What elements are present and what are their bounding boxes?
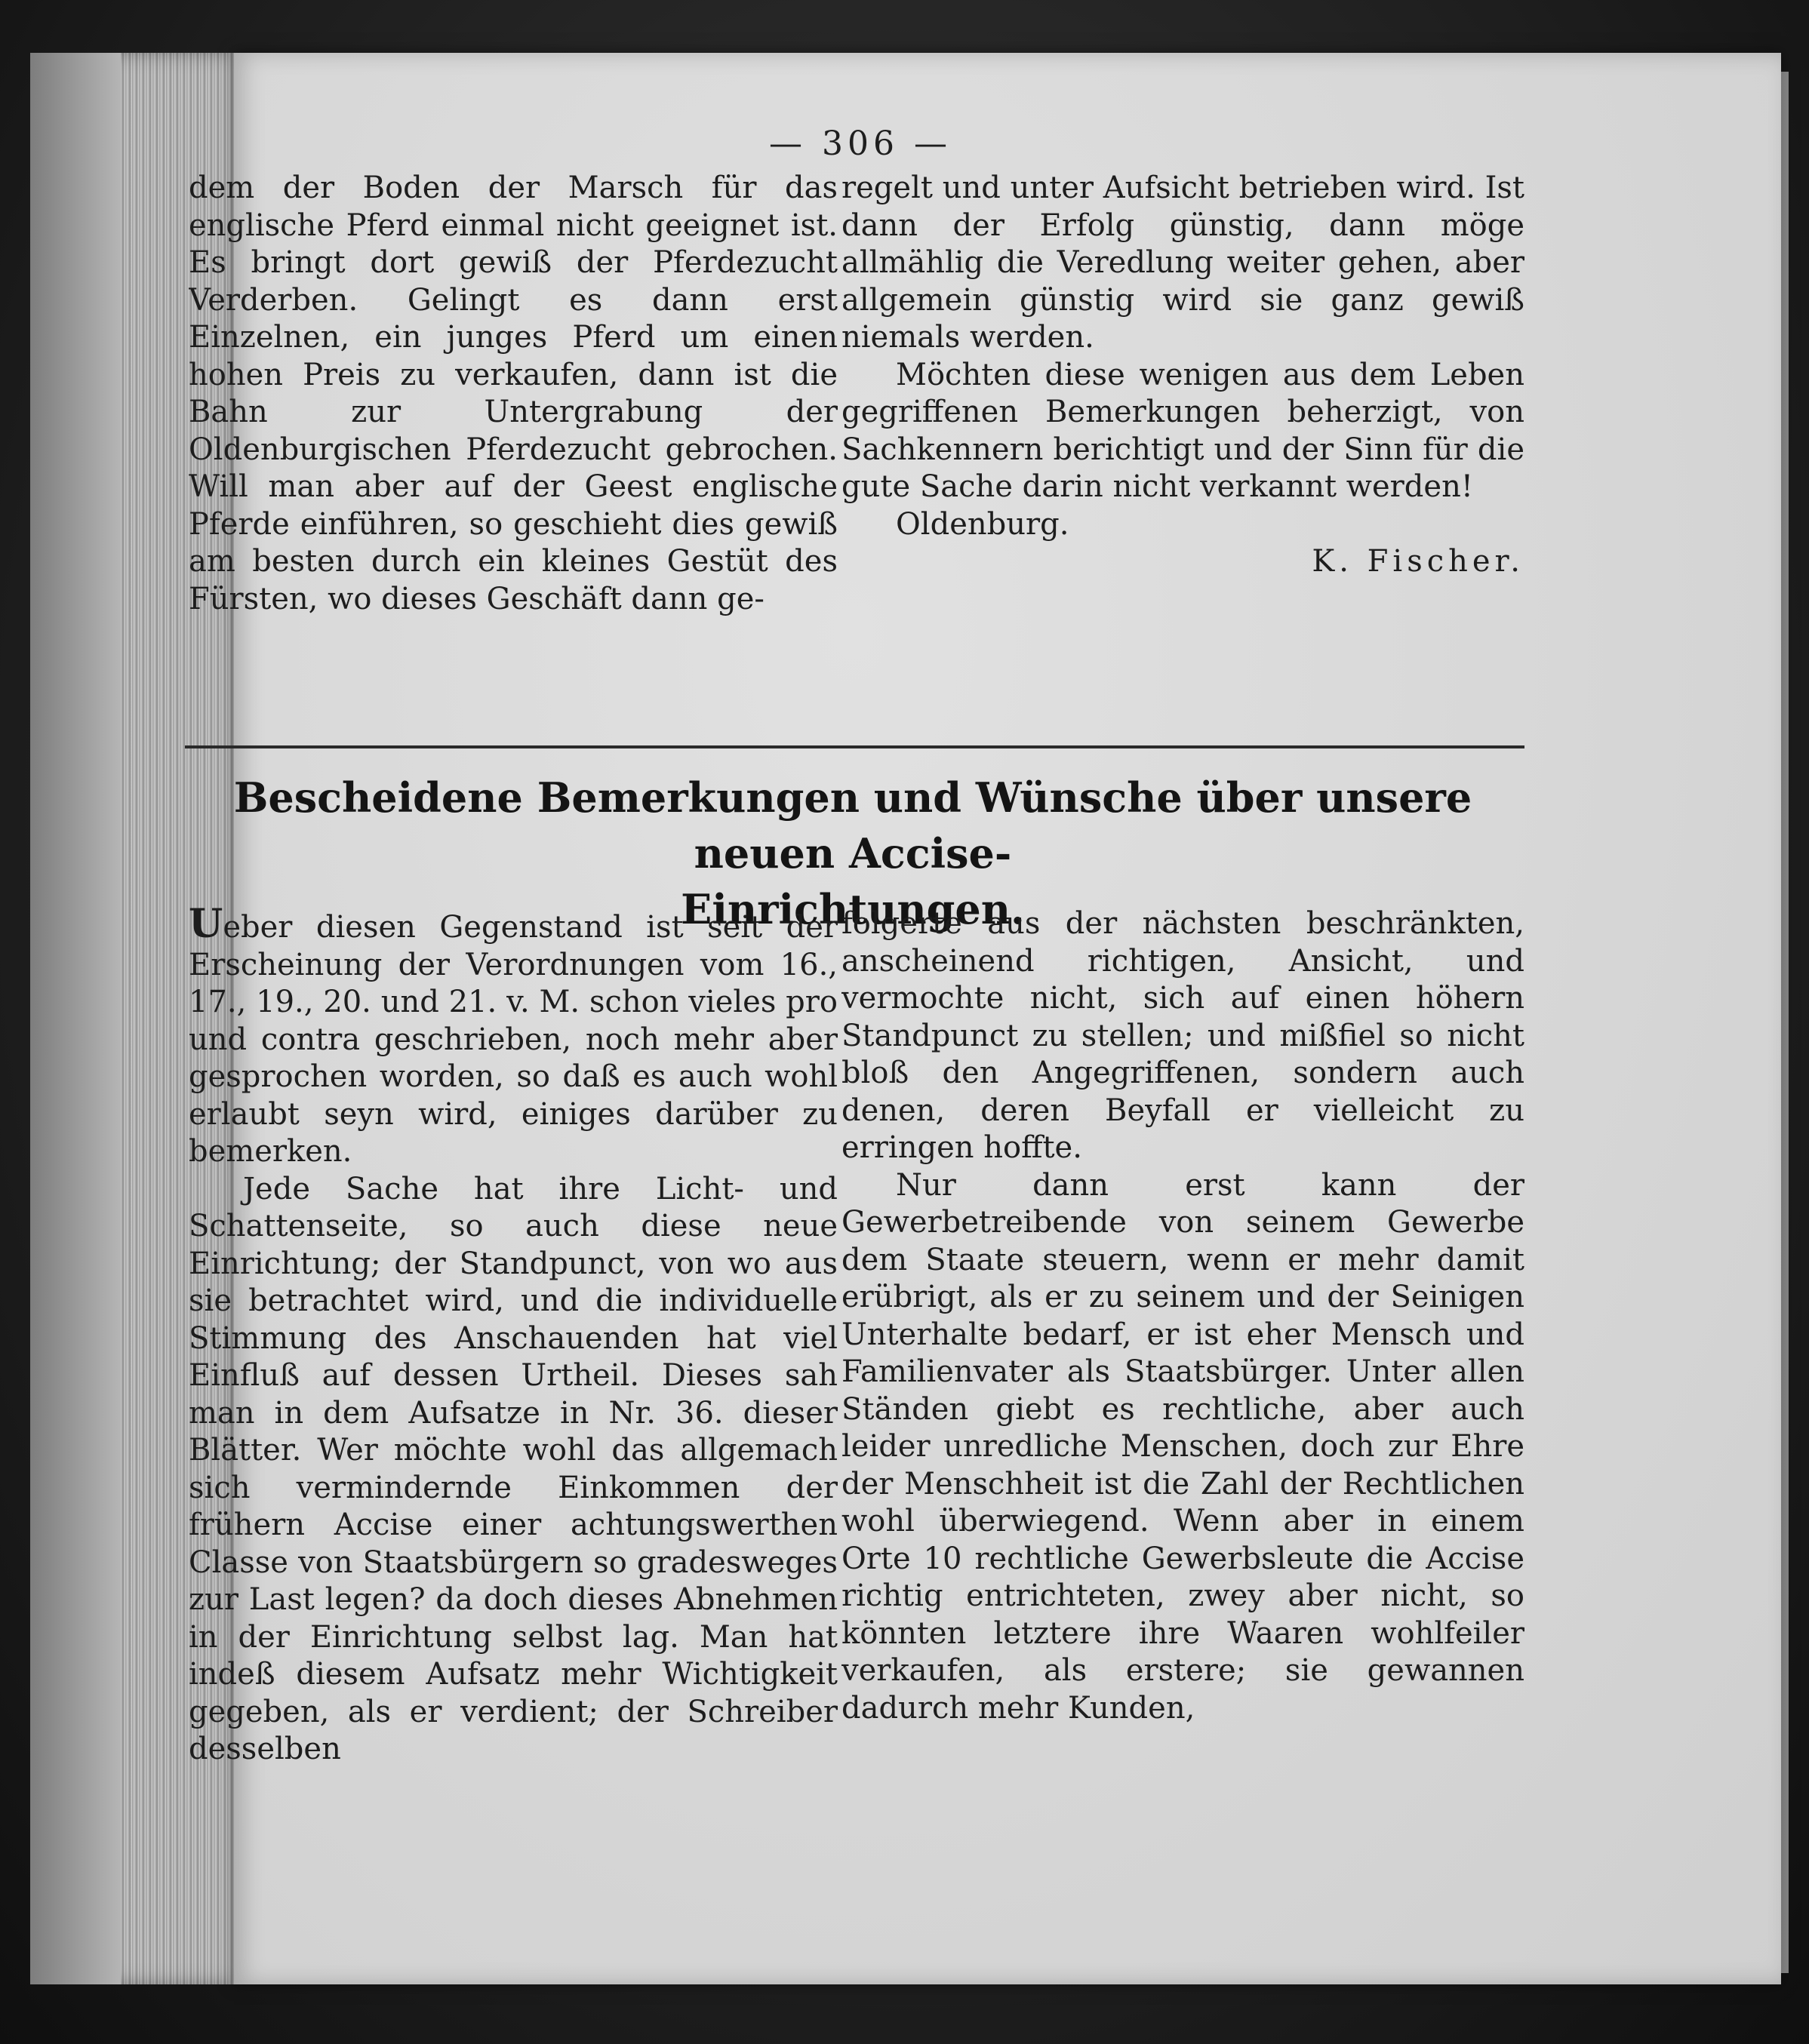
bottom-left-paragraph-2: Jede Sache hat ihre Licht- und Schattenseite, so auch diese neue Einrichtung; der Standpunct, von wo aus sie betrachtet wird, und die individuelle Stimmung des Anschauenden hat viel Einfluß auf dessen Urtheil. Dieses sah man in dem Aufsatze in Nr. 36. dieser Blätter. Wer möchte wohl das allgemach sich vermindernde Einkommen der frühern Accise einer achtungswerthen Classe von Staatsbürgern so gradesweges zur Last legen? da doch dieses Abnehmen in der Einrichtung selbst lag. Man hat indeß diesem Aufsatz mehr Wichtigkeit gegeben, als er verdient; der Schreiber desselben xyxy=(189,1171,838,1766)
signature-author: K. Fischer. xyxy=(1312,544,1524,579)
top-right-column xyxy=(841,170,1524,721)
section-divider xyxy=(185,745,1524,748)
top-right-paragraph-2: Möchten diese wenigen aus dem Leben gegriffenen Bemerkungen beherzigt, von Sachkennern berichtigt und der Sinn für die gute Sache darin nicht verkannt werden! xyxy=(841,357,1524,504)
bottom-left-column xyxy=(189,905,838,1773)
article-title-line-1: Bescheidene Bemerkungen und Wünsche über unsere neuen Accise- xyxy=(233,773,1472,878)
article-title-line-2: Einrichtungen. xyxy=(681,885,1025,933)
signature-place: Oldenburg. xyxy=(896,506,1069,542)
book-cover-edge xyxy=(30,53,121,1984)
drop-cap: U xyxy=(189,905,223,947)
bottom-right-paragraph-1: folgerte aus der nächsten beschränkten, anscheinend richtigen, Ansicht, und vermochte nicht, sich auf einen höhern Standpunct zu stellen; und mißfiel so nicht bloß den Angegriffenen, sondern auch denen, deren Beyfall er vielleicht zu erringen hoffte. xyxy=(841,906,1524,1165)
top-left-column xyxy=(189,170,838,721)
bottom-right-paragraph-2: Nur dann erst kann der Gewerbetreibende von seinem Gewerbe dem Staate steuern, wenn er mehr damit erübrigt, als er zu seinem und der Seinigen Unterhalte bedarf, er ist eher Mensch und Familienvater als Staatsbürger. Unter allen Ständen giebt es rechtliche, aber auch leider unredliche Menschen, doch zur Ehre der Menschheit ist die Zahl der Rechtlichen wohl überwiegend. Wenn aber in einem Orte 10 rechtliche Gewerbsleute die Accise richtig entrichteten, zwey aber nicht, so könnten letztere ihre Waaren wohlfeiler verkaufen, als erstere; sie gewannen dadurch mehr Kunden, xyxy=(841,1167,1524,1726)
bottom-left-paragraph-1 xyxy=(189,905,838,1171)
top-right-paragraph-1: regelt und unter Aufsicht betrieben wird. Ist dann der Erfolg günstig, dann möge allmählig die Veredlung weiter gehen, aber allgemein günstig wird sie ganz gewiß niemals werden. xyxy=(841,171,1524,355)
page-number: — 306 — xyxy=(769,124,952,163)
bottom-right-column xyxy=(841,905,1524,1773)
top-left-paragraph: dem der Boden der Marsch für das englische Pferd einmal nicht geeignet ist. Es bringt dort gewiß der Pferdezucht Verderben. Gelingt es dann erst Einzelnen, ein junges Pferd um einen hohen Preis zu verkaufen, dann ist die Bahn zur Untergrabung der Oldenburgischen Pferdezucht gebrochen. Will man aber auf der Geest englische Pferde einführen, so geschieht dies gewiß am besten durch ein kleines Gestüt des Fürsten, wo dieses Geschäft dann ge- xyxy=(189,171,838,616)
bottom-left-paragraph-1-text: eber diesen Gegenstand ist seit der Erscheinung der Verordnungen vom 16., 17., 19., 20. und 21. v. M. schon vieles pro und contra geschrieben, noch mehr aber gesprochen worden, so daß es auch wohl erlaubt seyn wird, einiges darüber zu bemerken. xyxy=(189,910,838,1169)
